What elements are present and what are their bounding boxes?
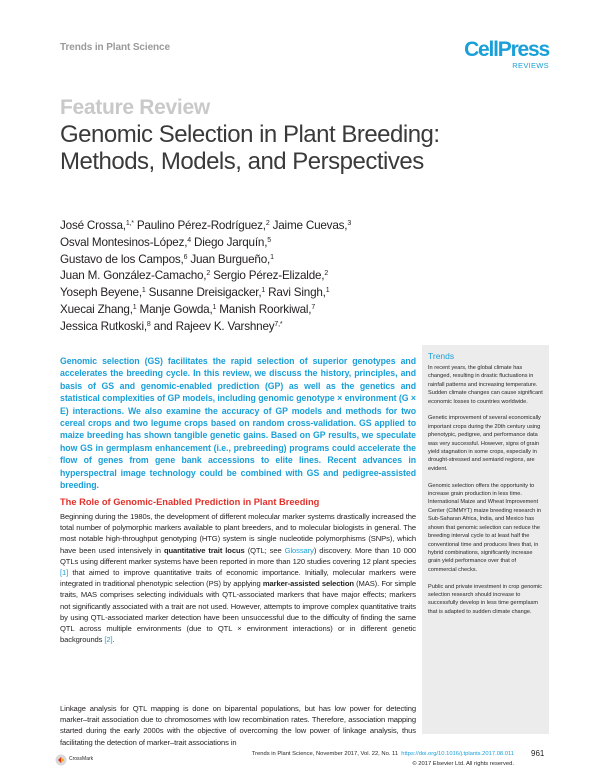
cellpress-logo-subtitle: REVIEWS — [512, 61, 549, 70]
crossmark-badge[interactable] — [55, 752, 95, 768]
author-line: Osval Montesinos-López,$^4$ Diego Jarquín,$^5$ — [60, 235, 271, 249]
journal-name: Trends in Plant Science — [60, 42, 170, 53]
body-paragraph-1 — [60, 511, 416, 645]
section-heading: The Role of Genomic-Enabled Prediction in Plant Breeding — [60, 497, 320, 507]
trends-item: In recent years, the global climate has changed, resulting in drastic fluctuations in rainfall patterns and increasing temperature. Sudden climate changes can cause significant economic losses to countries worldwide. — [428, 365, 543, 405]
author-line: José Crossa,$^{1,*}$ Paulino Pérez-Rodríguez,$^2$ Jaime Cuevas,$^3$ — [60, 219, 352, 232]
crossmark-label: CrossMark — [69, 756, 94, 762]
author-line: Xuecai Zhang,$^1$ Manje Gowda,$^1$ Manish Roorkiwal,$^7$ — [60, 302, 316, 316]
author-line: Yoseph Beyene,$^1$ Susanne Dreisigacker,$^1$ Ravi Singh,$^1$ — [60, 286, 330, 300]
page-footer — [186, 749, 514, 767]
trends-body — [428, 364, 544, 625]
article-type: Feature Review — [60, 96, 210, 119]
trends-title: Trends — [428, 351, 455, 361]
body-paragraph-2 — [60, 703, 416, 748]
trends-item: Genomic selection offers the opportunity to increase grain production in less time. International Maize and Wheat Improvement Center (CIMMYT) maize breeding research in Sub-Saharan Africa, India, and Mexico has shown that genomic selection can reduce the breeding interval cycle to at least half the conventional time and produces lines that, in hybrid combinations, significantly increase grain yield performance over that of commercial checks. — [428, 482, 542, 573]
abstract: Genomic selection (GS) facilitates the rapid selection of superior genotypes and accelerates the breeding cycle. In this review, we discuss the history, principles, and basis of GS and genomic-enabled prediction (GP) as well as the genetics and statistical complexities of GP models, including genomic genotype × environment (G × E) interactions. We also examine the accuracy of GP models and methods for two cereal crops and two legume crops based on random cross-validation. GS applied to maize breeding has shown tangible genetic gains. Based on GP results, we speculate how GS in germplasm enhancement (i.e., prebreeding) programs could accelerate the flow of genes from gene bank accessions to elite lines. Recent advances in hyperspectral image technology could be combined with GS and pedigree-assisted breeding. — [60, 356, 416, 491]
trends-item: Public and private investment in crop genomic selection research should increase to successfully develop in less time germplasm that is adapted to sudden climate change. — [428, 583, 543, 615]
author-line: Jessica Rutkoski,$^8$ and Rajeev K. Varshney$^{7,*}$ — [60, 319, 283, 333]
author-line: Gustavo de los Campos,$^6$ Juan Burgueño,$^1$ — [60, 252, 274, 266]
crossmark-icon — [55, 754, 67, 766]
article-title: Genomic Selection in Plant Breeding: Methods, Models, and Perspectives — [60, 121, 440, 175]
trends-item: Genetic improvement of several economically important crops during the 20th century using phenotypic, pedigree, and performance data was very successful. However, signs of grain yield stagnation in some crops, especially in drought-stressed and semiarid regions, are evident. — [428, 415, 541, 472]
publisher-logo[interactable] — [454, 38, 549, 78]
author-line: Juan M. González-Camacho,$^2$ Sergio Pérez-Elizalde,$^2$ — [60, 269, 329, 283]
author-list — [60, 218, 420, 336]
doi-link[interactable]: https://doi.org/10.1016/j.tplants.2017.08.011 — [401, 751, 514, 757]
citation: Trends in Plant Science, November 2017, Vol. 22, No. 11 — [251, 751, 399, 757]
copyright: © 2017 Elsevier Ltd. All rights reserved. — [412, 761, 514, 767]
paragraph-2-text: Linkage analysis for QTL mapping is done on biparental populations, but has low power for detecting marker–trait association due to chromosomes with low recombination rates. Therefore, association mapping started during the early 2000s with the objective of overcoming the low power of linkage analysis, thus facilitating the detection of marker–trait associations in — [60, 704, 416, 747]
page-number: 961 — [531, 749, 545, 758]
paragraph-1-text: Beginning during the 1980s, the development of different molecular marker systems drastically increased the total number of polymorphic markers available to plant breeders, and to molecular biologists in general. The most notable high-throughput genotyping (HTG) system is single nucleotide polymorphisms (SNPs), which have been used intensively in quantitative trait locus (QTL; see Glossary) discovery. More than 10 000 QTLs using different marker systems have been reported in more than 120 studies covering 12 plant species [1] that aimed to improve quantitative traits of economic importance. Initially, molecular markers were integrated in traditional phenotypic selection (PS) by applying marker-assisted selection (MAS). For simple traits, MAS comprises selecting individuals with QTL-associated markers that have major effects; markers not significantly associated with a trait are not used. However, attempts to improve complex quantitative traits by using QTL-associated marker detection have been unsuccessful due to the difficulty of finding the same QTL across multiple environments (due to QTL × environment interactions) or in different genetic backgrounds [2]. — [60, 512, 416, 645]
trends-sidebar — [422, 345, 549, 734]
cellpress-logo-text: CellPress — [464, 38, 549, 61]
